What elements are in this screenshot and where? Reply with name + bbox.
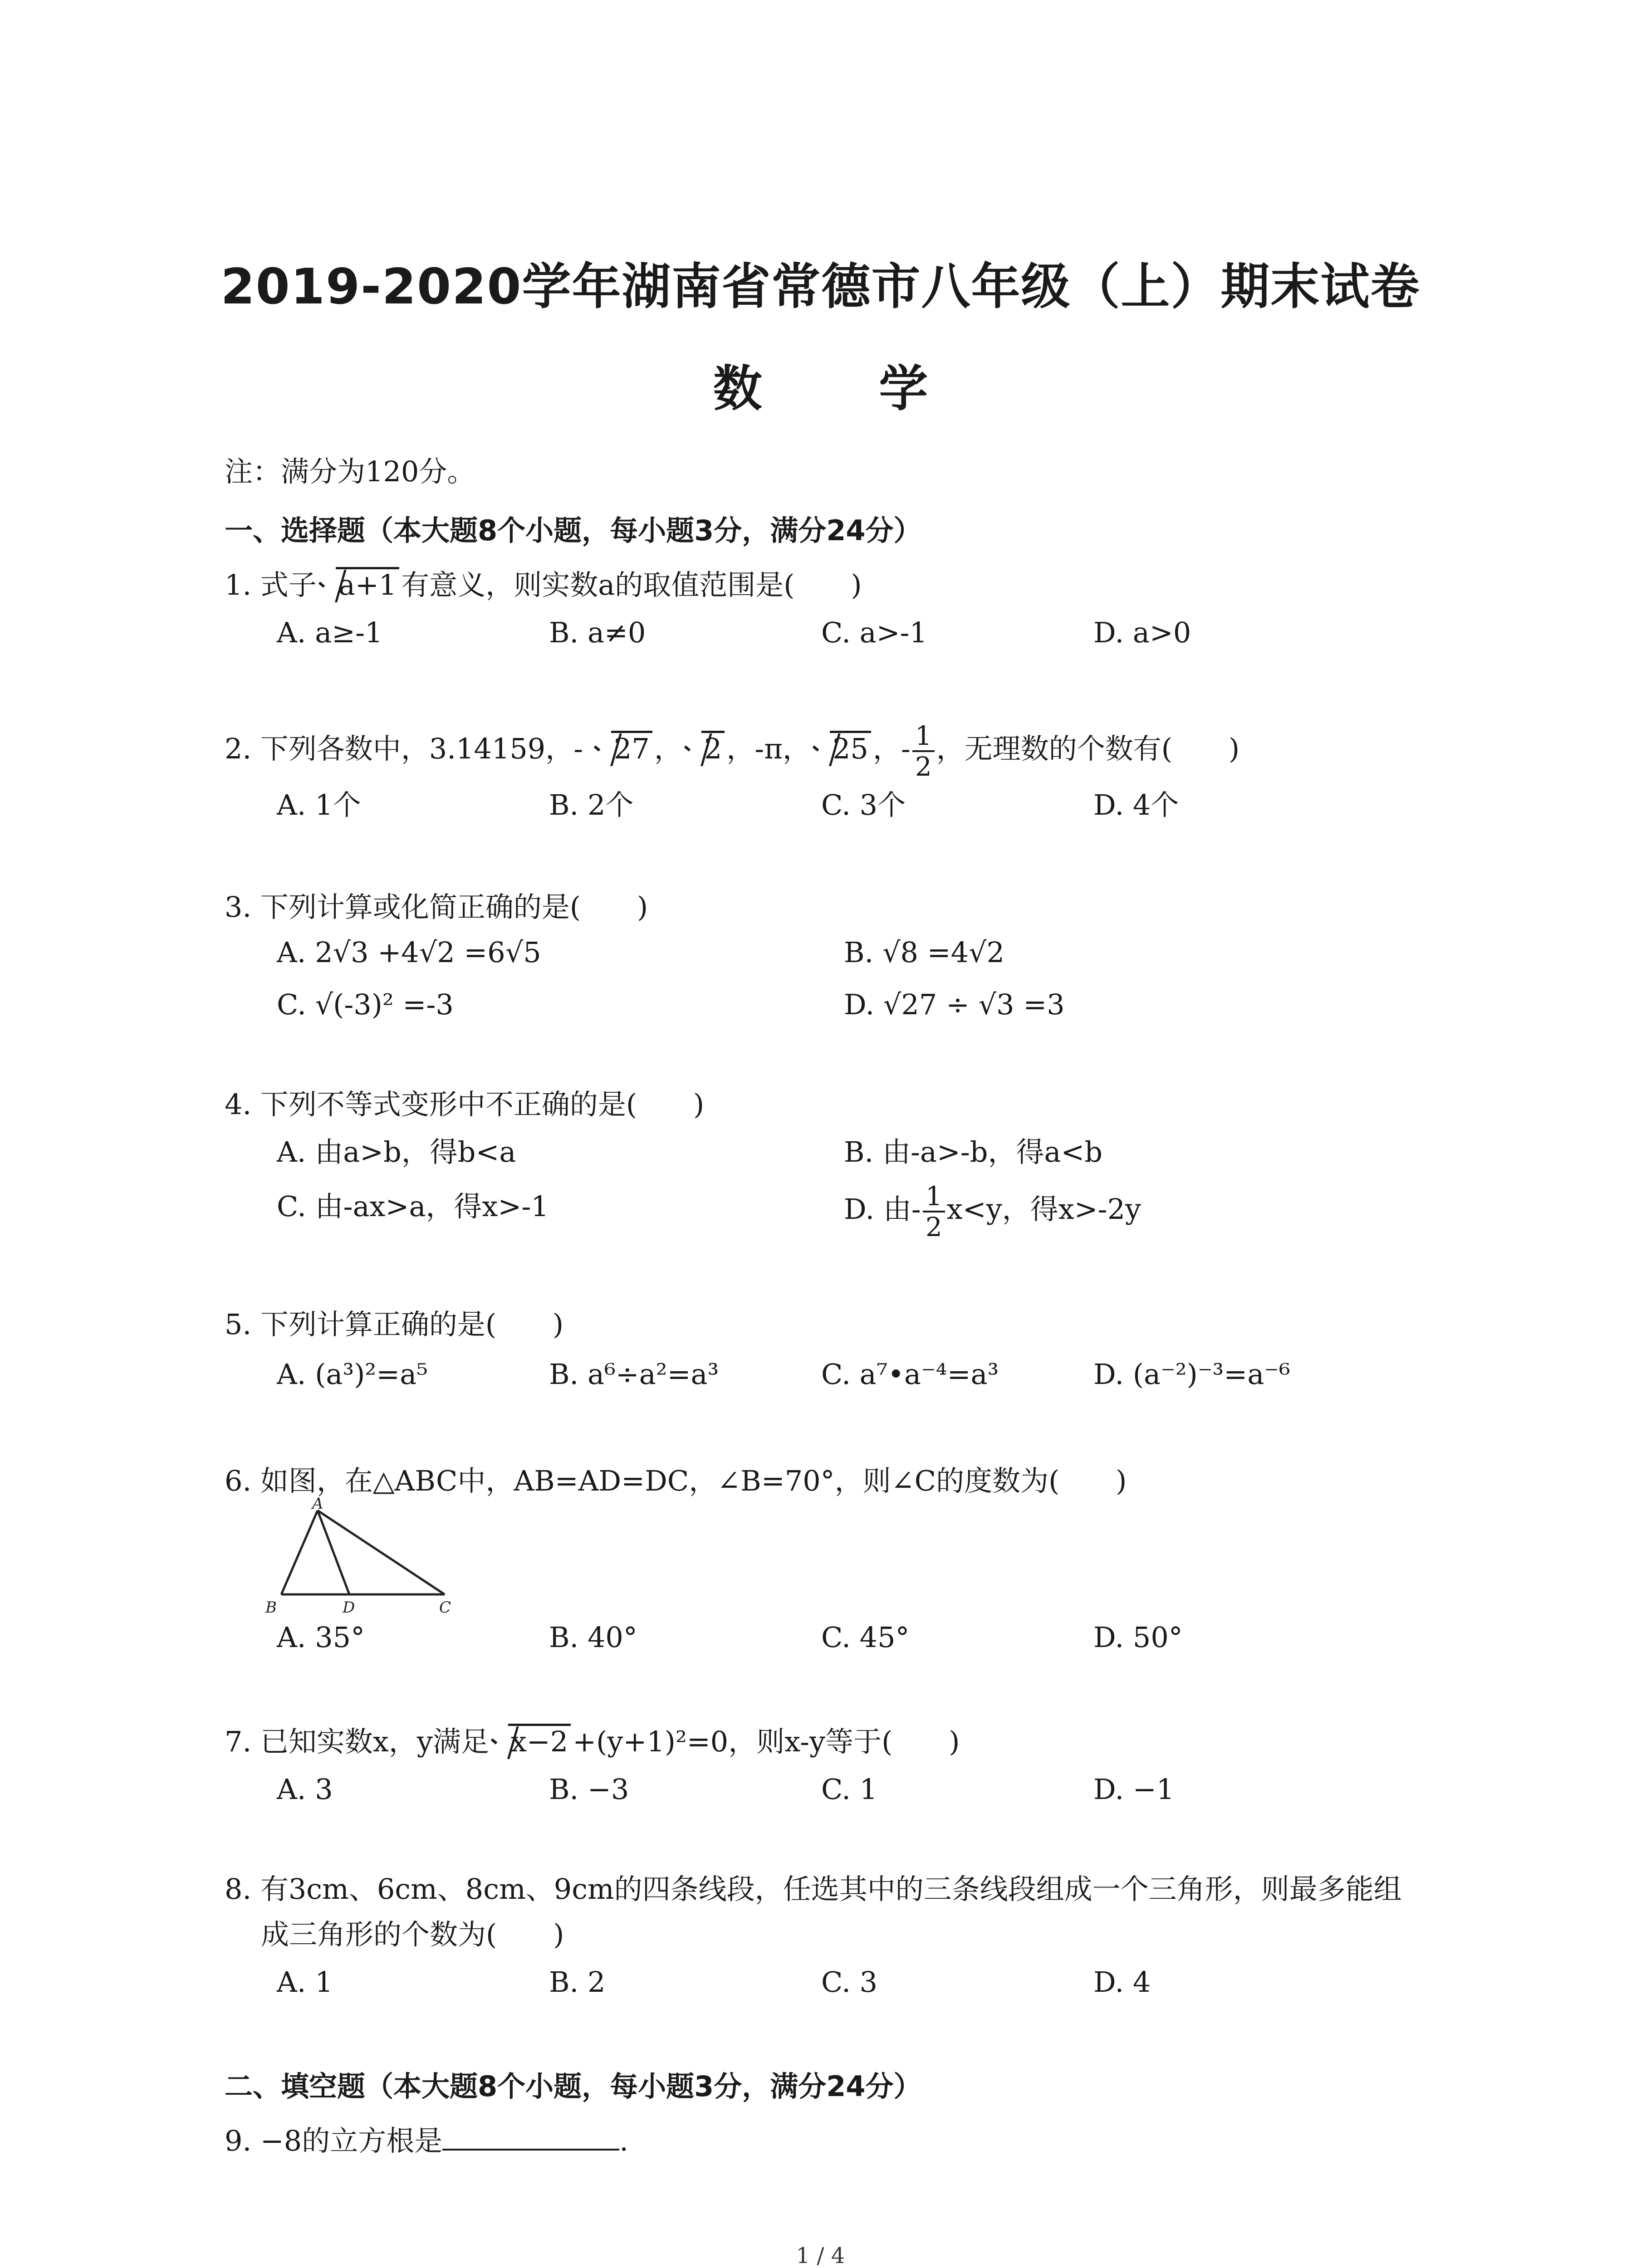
q4-option-d[interactable]: D. 由- $\frac{1}{2}$ x<y，得x>-2y <box>844 1181 1141 1242</box>
segment-ad <box>318 1510 349 1594</box>
q6-option-a[interactable]: A. 35° <box>277 1621 365 1654</box>
radical-sign: x−2 <box>491 1724 571 1760</box>
answer-blank[interactable] <box>442 2123 619 2151</box>
question-8-line-2: 成三角形的个数为( ) <box>261 1918 564 1951</box>
q1-option-a[interactable]: A. a≥-1 <box>277 616 383 649</box>
q5-option-d[interactable]: D. (a⁻²)⁻³=a⁻⁶ <box>1093 1358 1290 1391</box>
q8-option-c[interactable]: C. 3 <box>821 1965 878 1999</box>
q7-option-c[interactable]: C. 1 <box>821 1773 878 1806</box>
q2-option-a[interactable]: A. 1个 <box>277 788 361 821</box>
question-1: 1. 式子 a+1 有意义，则实数a的取值范围是( ) <box>225 567 862 603</box>
segment-ac <box>318 1510 445 1594</box>
q1-option-d[interactable]: D. a>0 <box>1093 616 1191 649</box>
question-8-line-1: 8. 有3cm、6cm、8cm、9cm的四条线段，任选其中的三条线段组成一个三角形，则最多能组 <box>225 1872 1402 1906</box>
radical-sign: 2 <box>684 731 725 767</box>
question-3: 3. 下列计算或化简正确的是( ) <box>225 890 648 924</box>
q7-option-b[interactable]: B. −3 <box>549 1773 629 1806</box>
q4-option-c[interactable]: C. 由-ax>a，得x>-1 <box>277 1190 549 1223</box>
q3-option-b[interactable]: B. √8 =4√2 <box>844 936 1004 969</box>
q3-option-d[interactable]: D. √27 ÷ √3 =3 <box>844 988 1065 1021</box>
q3-option-a[interactable]: A. 2√3 +4√2 =6√5 <box>277 936 541 969</box>
q7-option-a[interactable]: A. 3 <box>277 1773 333 1806</box>
question-2: 2. 下列各数中，3.14159，- 27 ， 2 ，-π， 25 ，- $\frac{1}{2}$ ，无理数的个数有( ) <box>225 720 1240 782</box>
exam-title: 2019-2020学年湖南省常德市八年级（上）期末试卷 <box>220 259 1421 315</box>
cube-root-sign: 27 <box>594 731 652 767</box>
score-note: 注：满分为120分。 <box>225 455 475 488</box>
q4-option-b[interactable]: B. 由-a>-b，得a<b <box>844 1135 1103 1168</box>
q5-option-c[interactable]: C. a⁷•a⁻⁴=a³ <box>821 1358 999 1391</box>
question-7: 7. 已知实数x，y满足 x−2 +(y+1)²=0，则x-y等于( ) <box>225 1724 960 1760</box>
q2-option-b[interactable]: B. 2个 <box>549 788 634 821</box>
q3-option-c[interactable]: C. √(-3)² =-3 <box>277 988 454 1021</box>
q5-option-b[interactable]: B. a⁶÷a²=a³ <box>549 1358 719 1391</box>
q6-option-c[interactable]: C. 45° <box>821 1621 910 1654</box>
question-5: 5. 下列计算正确的是( ) <box>225 1308 564 1341</box>
q8-option-d[interactable]: D. 4 <box>1093 1965 1151 1999</box>
segment-ab <box>281 1510 318 1594</box>
vertex-label-c: C <box>439 1598 451 1615</box>
subject-title: 数 学 <box>713 361 978 417</box>
q8-option-a[interactable]: A. 1 <box>277 1965 333 1999</box>
q2-option-d[interactable]: D. 4个 <box>1093 788 1179 821</box>
q5-option-a[interactable]: A. (a³)²=a⁵ <box>277 1358 428 1391</box>
q6-option-b[interactable]: B. 40° <box>549 1621 637 1654</box>
radical-sign: 25 <box>813 731 871 767</box>
q1-option-b[interactable]: B. a≠0 <box>549 616 646 649</box>
question-9: 9. −8的立方根是 . <box>225 2124 628 2157</box>
fraction: $\frac{1}{2}$ <box>923 1182 945 1242</box>
fraction: $\frac{1}{2}$ <box>912 721 935 781</box>
q6-option-d[interactable]: D. 50° <box>1093 1621 1183 1654</box>
q7-option-d[interactable]: D. −1 <box>1093 1773 1175 1806</box>
page-number: 1 / 4 <box>796 2243 845 2268</box>
vertex-label-d: D <box>343 1598 355 1615</box>
q4-option-a[interactable]: A. 由a>b，得b<a <box>277 1135 516 1168</box>
section-2-heading: 二、填空题（本大题8个小题，每小题3分，满分24分） <box>225 2070 922 2103</box>
q1-option-c[interactable]: C. a>-1 <box>821 616 927 649</box>
triangle-figure <box>263 1497 454 1615</box>
q8-option-b[interactable]: B. 2 <box>549 1965 606 1999</box>
vertex-label-a: A <box>312 1497 323 1513</box>
vertex-label-b: B <box>265 1598 277 1615</box>
q2-option-c[interactable]: C. 3个 <box>821 788 906 821</box>
question-6: 6. 如图，在△ABC中，AB=AD=DC，∠B=70°，则∠C的度数为( ) <box>225 1464 1127 1497</box>
radical-sign: a+1 <box>318 567 399 603</box>
section-1-heading: 一、选择题（本大题8个小题，每小题3分，满分24分） <box>225 514 922 547</box>
question-4: 4. 下列不等式变形中不正确的是( ) <box>225 1088 705 1121</box>
